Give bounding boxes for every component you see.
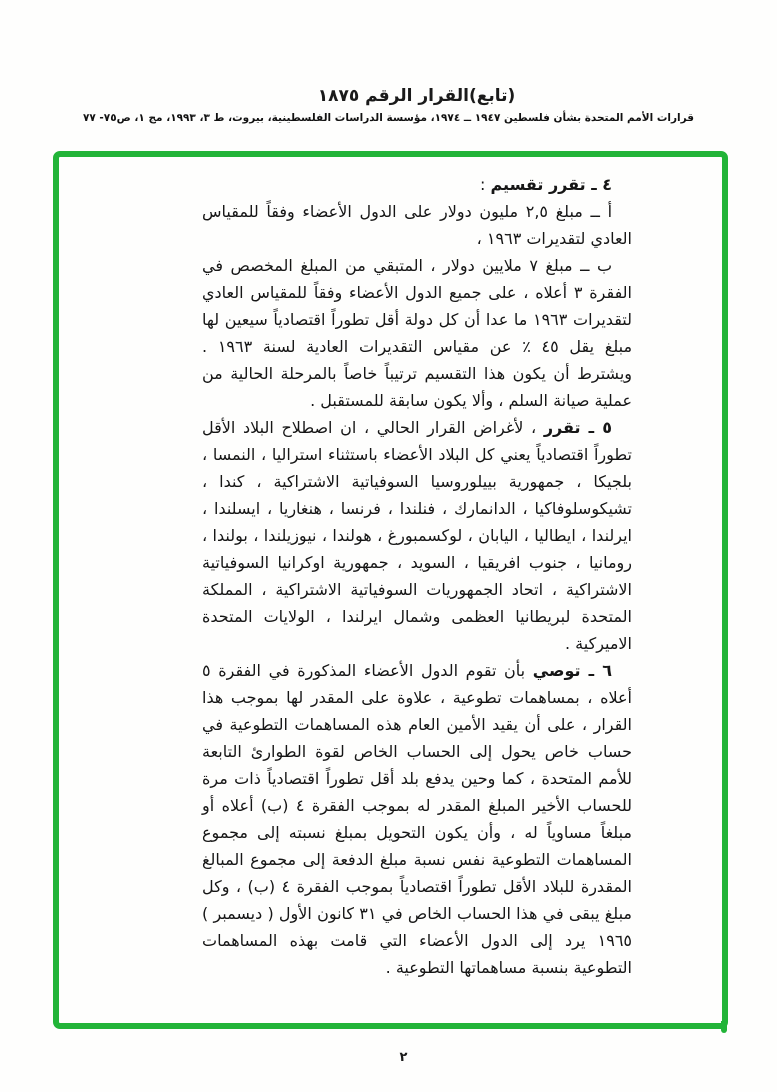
item-4a-text: مبلغ ٢,٥ مليون دولار على الدول الأعضاء وفقاً للمقياس العادي لتقديرات ١٩٦٣ ، xyxy=(202,202,632,248)
item-4-text: : xyxy=(480,175,491,194)
resolution-text-block xyxy=(202,171,632,981)
page-title: (تابع)القرار الرقم ١٨٧٥ xyxy=(317,86,516,106)
resolution-item-4 xyxy=(202,171,632,198)
resolution-item-4b xyxy=(202,252,632,414)
source-citation: قرارات الأمم المتحدة بشأن فلسطين ١٩٤٧ ــ ١٩٧٤، مؤسسة الدراسات الفلسطينية، بيروت، ط ٣، ١٩٩٣، مج ١، ص٧٥- ٧٧ xyxy=(82,112,695,124)
item-6-text: بأن تقوم الدول الأعضاء المذكورة في الفقرة ٥ أعلاه ، بمساهمات تطوعية ، علاوة على المقدر لها بموجب هذا القرار ، على أن يقيد الأمين العام هذه المساهمات التطوعية في حساب خاص يحول إلى الحساب الخاص لقوة الطوارئ التابعة للأمم المتحدة ، كما وحين يدفع بلد أقل تطوراً اقتصادياً ذات مرة للحساب الأخير المبلغ المقدر له بموجب الفقرة ٤ (ب) أعلاه أو مبلغاً مساوياً له ، وأن يكون التحويل بمبلغ نسبته إلى مجموع المساهمات التطوعية نفس نسبة مبلغ الدفعة إلى مجموع المبالغ المقدرة للبلاد الأقل تطوراً اقتصادياً بموجب الفقرة ٤ (ب) ، وكل مبلغ يبقى في هذا الحساب الخاص في ٣١ كانون الأول ( ديسمبر ) ١٩٦٥ يرد إلى الدول الأعضاء التي قامت بهذه المساهمات التطوعية بنسبة مساهماتها التطوعية . xyxy=(202,661,633,977)
resolution-item-4a xyxy=(202,198,632,252)
item-4-marker: ٤ ـ xyxy=(585,175,612,194)
resolution-item-6 xyxy=(202,657,632,981)
page-number: ٢ xyxy=(399,1050,408,1065)
item-4b-marker: ب ــ xyxy=(572,256,613,275)
item-4a-marker: أ ــ xyxy=(582,202,613,221)
item-5-marker: ٥ ـ xyxy=(580,418,612,437)
item-6-lead: توصي xyxy=(532,661,581,680)
green-annotation-corner-tail xyxy=(721,1021,727,1033)
item-4b-text: مبلغ ٧ ملايين دولار ، المتبقي من المبلغ المخصص في الفقرة ٣ أعلاه ، على جميع الدول الأعضاء وفقاً للمقياس العادي لتقديرات ١٩٦٣ ما عدا أن كل دولة أقل تطوراً اقتصادياً سيعين لها مبلغ يقل ٤٥ ٪ عن مقياس التقديرات العادية لسنة ١٩٦٣ . ويشترط أن يكون هذا التقسيم ترتيباً خاصاً بالمرحلة الحالية من عملية صيانة السلم ، وألا يكون سابقة للمستقبل . xyxy=(202,256,633,410)
item-5-lead: تقرر xyxy=(543,418,581,437)
item-4-lead: تقرر تقسيم xyxy=(490,175,586,194)
resolution-item-5 xyxy=(202,414,632,657)
item-6-marker: ٦ ـ xyxy=(580,661,613,680)
item-5-text: ، لأغراض القرار الحالي ، ان اصطلاح البلاد الأقل تطوراً اقتصادياً يعني كل البلاد الأعضاء باستثناء استراليا ، النمسا ، بلجيكا ، جمهورية بييلوروسيا السوفياتية الاشتراكية ، كندا ، تشيكوسلوفاكيا ، الدانمارك ، فنلندا ، فرنسا ، هنغاريا ، ايسلندا ، ايرلندا ، ايطاليا ، اليابان ، لوكسمبورغ ، هولندا ، نيوزيلندا ، بولندا ، رومانيا ، جنوب افريقيا ، السويد ، جمهورية اوكرانيا السوفياتية الاشتراكية ، اتحاد الجمهوريات السوفياتية الاشتراكية ، المملكة المتحدة لبريطانيا العظمى وشمال ايرلندا ، الولايات المتحدة الاميركية . xyxy=(202,418,632,653)
